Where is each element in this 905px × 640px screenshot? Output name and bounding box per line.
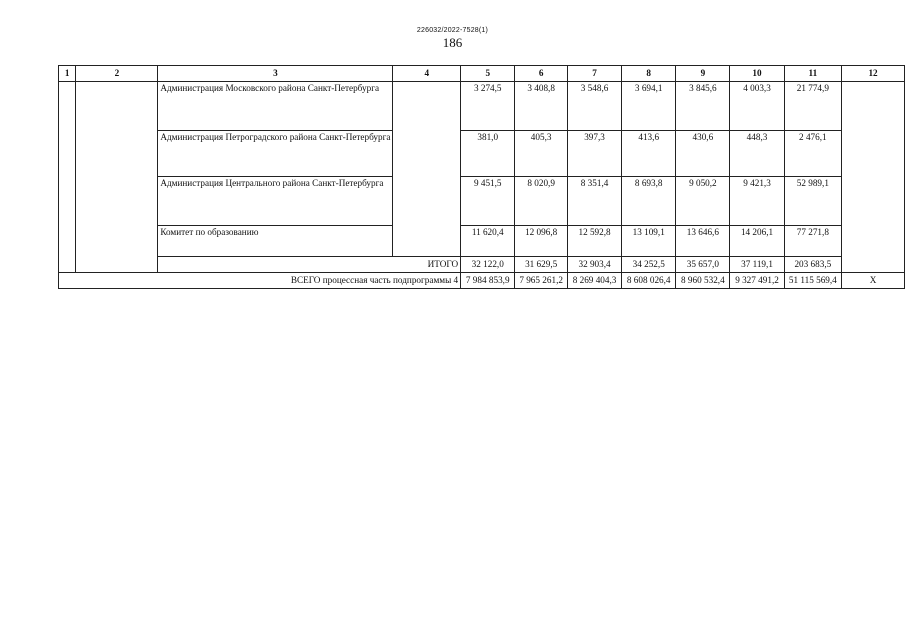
vsego-value: 8 269 404,3 [567, 273, 621, 289]
value-cell: 413,6 [622, 131, 676, 177]
itogo-value: 32 903,4 [567, 257, 621, 273]
vsego-row [59, 273, 905, 289]
value-cell: 405,3 [515, 131, 568, 177]
value-cell: 8 351,4 [567, 177, 621, 226]
column-header: 12 [842, 66, 905, 82]
value-cell: 77 271,8 [784, 226, 841, 257]
vsego-value: 8 608 026,4 [622, 273, 676, 289]
itogo-value: 203 683,5 [784, 257, 841, 273]
value-cell: 3 694,1 [622, 82, 676, 131]
value-cell: 8 020,9 [515, 177, 568, 226]
itogo-value: 37 119,1 [730, 257, 784, 273]
table-row [59, 226, 905, 257]
itogo-row [59, 257, 905, 273]
value-cell: 52 989,1 [784, 177, 841, 226]
itogo-value: 32 122,0 [461, 257, 515, 273]
column-header: 5 [461, 66, 515, 82]
value-cell: 430,6 [676, 131, 730, 177]
value-cell: 3 408,8 [515, 82, 568, 131]
column-header: 6 [515, 66, 568, 82]
table-row [59, 82, 905, 131]
org-name: Комитет по образованию [158, 226, 393, 257]
value-cell: 13 109,1 [622, 226, 676, 257]
vsego-value: 9 327 491,2 [730, 273, 784, 289]
table-row [59, 177, 905, 226]
table-row [59, 131, 905, 177]
value-cell: 11 620,4 [461, 226, 515, 257]
value-cell: 9 050,2 [676, 177, 730, 226]
value-cell: 397,3 [567, 131, 621, 177]
value-cell: 21 774,9 [784, 82, 841, 131]
value-cell: 12 096,8 [515, 226, 568, 257]
cell-col2 [76, 82, 158, 273]
column-header: 8 [622, 66, 676, 82]
vsego-label: ВСЕГО процессная часть подпрограммы 4 [59, 273, 461, 289]
value-cell: 3 274,5 [461, 82, 515, 131]
value-cell: 14 206,1 [730, 226, 784, 257]
value-cell: 8 693,8 [622, 177, 676, 226]
itogo-label: ИТОГО [158, 257, 461, 273]
value-cell: 12 592,8 [567, 226, 621, 257]
table-header-row [59, 66, 905, 82]
cell-col4 [393, 82, 461, 257]
budget-table [58, 65, 905, 289]
column-header: 4 [393, 66, 461, 82]
page-number: 186 [442, 35, 463, 50]
itogo-value: 31 629,5 [515, 257, 568, 273]
column-header: 3 [158, 66, 393, 82]
value-cell: 3 548,6 [567, 82, 621, 131]
cell-col1 [59, 82, 76, 273]
org-name: Администрация Московского района Санкт-Петербурга [158, 82, 393, 131]
value-cell: 2 476,1 [784, 131, 841, 177]
org-name: Администрация Центрального района Санкт-Петербурга [158, 177, 393, 226]
column-header: 10 [730, 66, 784, 82]
value-cell: 9 421,3 [730, 177, 784, 226]
itogo-value: 34 252,5 [622, 257, 676, 273]
column-header: 7 [567, 66, 621, 82]
vsego-value: 7 965 261,2 [515, 273, 568, 289]
value-cell: 381,0 [461, 131, 515, 177]
column-header: 1 [59, 66, 76, 82]
vsego-col12: Х [842, 273, 905, 289]
value-cell: 13 646,6 [676, 226, 730, 257]
cell-col12 [842, 82, 905, 273]
vsego-value: 8 960 532,4 [676, 273, 730, 289]
column-header: 9 [676, 66, 730, 82]
value-cell: 9 451,5 [461, 177, 515, 226]
vsego-value: 51 115 569,4 [784, 273, 841, 289]
document-id: 226032/2022-7528(1) [416, 27, 489, 34]
itogo-value: 35 657,0 [676, 257, 730, 273]
org-name: Администрация Петроградского района Санкт-Петербурга [158, 131, 393, 177]
value-cell: 3 845,6 [676, 82, 730, 131]
vsego-value: 7 984 853,9 [461, 273, 515, 289]
value-cell: 448,3 [730, 131, 784, 177]
value-cell: 4 003,3 [730, 82, 784, 131]
column-header: 2 [76, 66, 158, 82]
column-header: 11 [784, 66, 841, 82]
